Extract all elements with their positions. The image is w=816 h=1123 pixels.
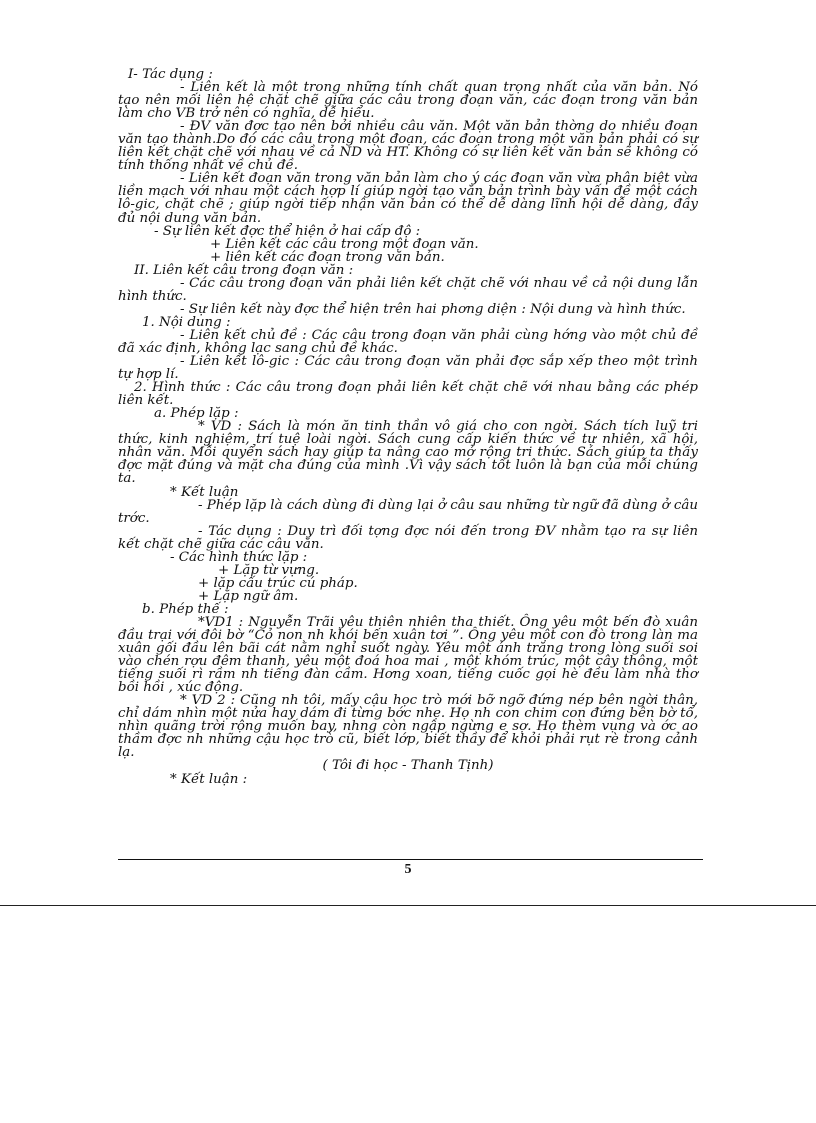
paragraph: - Liên kết đoạn văn trong văn bản làm cho ý các đoạn văn vừa phân biệt vừa liền mạch với nhau một cách hợp lí giúp ngời tạo văn bản trình bày vấn đề một cách lô-gic, chặt chẽ ; giúp ngời tiếp nhận văn bản có thể dễ dàng lĩnh hội dễ dàng, đầy đủ nội dung văn bản. [118,171,698,226]
subheading: * Kết luận [170,484,239,500]
list-item: + Lặp ngữ âm. [198,588,299,604]
paragraph: - Tác dụng : Duy trì đối tợng đợc nói đến trong ĐV nhằm tạo ra sự liên kết chặt chẽ giữa các câu văn. [118,523,698,552]
footer-rule [118,859,703,860]
paragraph: - Các câu trong đoạn văn phải liên kết chặt chẽ với nhau về cả nội dung lẫn hình thức. [118,275,698,304]
paragraph: 2. Hình thức : Các câu trong đoạn phải liên kết chặt chẽ với nhau bằng các phép liên kết. [118,380,698,409]
paragraph: - Liên kết chủ đề : Các câu trong đoạn văn phải cùng hớng vào một chủ đề đã xác định, không lạc sang chủ đề khác. [118,327,698,356]
heading-2: II. Liên kết câu trong đoạn văn : [134,262,354,278]
page-bottom-border [0,905,816,906]
example: * VD 2 : Cũng nh tôi, mấy cậu học trò mới bỡ ngỡ đứng nép bên ngời thân, chỉ dám nhìn một nửa hay dám đi từng bớc nhẹ. Họ nh con chim con đứng bên bờ tổ, nhìn quãng trời rộng muốn bay, nhng còn ngập ngừng e sợ. Họ thèm vụng và ớc ao thầm đợc nh những cậu học trò cũ, biết lớp, biết thầy để khỏi phải rụt rè trong cảnh lạ. [118,693,698,761]
paragraph: - Sự liên kết này đợc thể hiện trên hai phơng diện : Nội dung và hình thức. [180,301,686,317]
citation: ( Tôi đi học - Thanh Tịnh) [322,758,494,774]
paragraph: - Liên kết là một trong những tính chất quan trọng nhất của văn bản. Nó tạo nên mối liên hệ chặt chẽ giữa các câu trong đoạn văn, các đoạn trong văn bản làm cho VB trở nên có nghĩa, dễ hiểu. [118,80,698,122]
document-body [118,68,698,786]
subheading: b. Phép thế : [142,601,229,617]
subheading: a. Phép lặp : [154,406,239,422]
heading-1: I- Tác dụng : [128,67,213,82]
subheading: - Các hình thức lặp : [170,549,308,565]
list-item: + lặp cấu trúc cú pháp. [198,575,358,591]
example: * VD : Sách là món ăn tinh thần vô giá cho con ngời. Sách tích luỹ tri thức, kinh nghiệm, trí tuệ loài ngời. Sách cung cấp kiến thức về tự nhiên, xã hội, nhân văn. Mỗi quyển sách hay giúp ta nâng cao mở rộng tri thức. Sách giúp ta thấy đợc mặt đúng và mặt cha đúng của mình .Vì vậy sách tốt luôn là bạn của mỗi chúng ta. [118,419,698,487]
list-item: + liên kết các đoạn trong văn bản. [210,249,445,265]
paragraph: - Phép lặp là cách dùng đi dùng lại ở câu sau những từ ngữ đã dùng ở câu trớc. [118,497,698,526]
page-number: 5 [404,862,412,877]
example: *VD1 : Nguyễn Trãi yêu thiên nhiên tha thiết. Ông yêu một bến đò xuân đầu trại với đôi bờ “Cỏ non nh khói bến xuân tơi ”. Ông yêu một con đò trong làn ma xuân gối đầu lên bãi cát nằm nghỉ suốt ngày. Yêu một ánh trăng trong lòng suối soi vào chén rợu đêm thanh, yêu một đoá hoa mai , một khóm trúc, một cây thông, một tiếng suối rì rầm nh tiếng đàn cầm. Hơng xoan, tiếng cuốc gọi hè đều làm nhà thơ bồi hồi , xúc động. [118,614,698,696]
list-item: + Liên kết các câu trong một đoạn văn. [210,236,479,252]
subheading: 1. Nội dung : [142,314,231,330]
list-item: + Lặp từ vựng. [218,562,320,578]
paragraph: - Liên kết lô-gic : Các câu trong đoạn văn phải đợc sắp xếp theo một trình tự hợp lí. [118,354,698,383]
subheading: * Kết luận : [170,771,248,787]
paragraph: - ĐV văn đợc tạo nên bởi nhiều câu văn. Một văn bản thờng do nhiều đoạn văn tạo thành.Do đó các câu trong một đoạn, các đoạn trong một văn bản phải có sự liên kết chặt chẽ với nhau về cả ND và HT. Không có sự liên kết văn bản sẽ không có tính thống nhất về chủ đề. [118,119,698,174]
paragraph: - Sự liên kết đợc thể hiện ở hai cấp độ : [154,223,421,239]
